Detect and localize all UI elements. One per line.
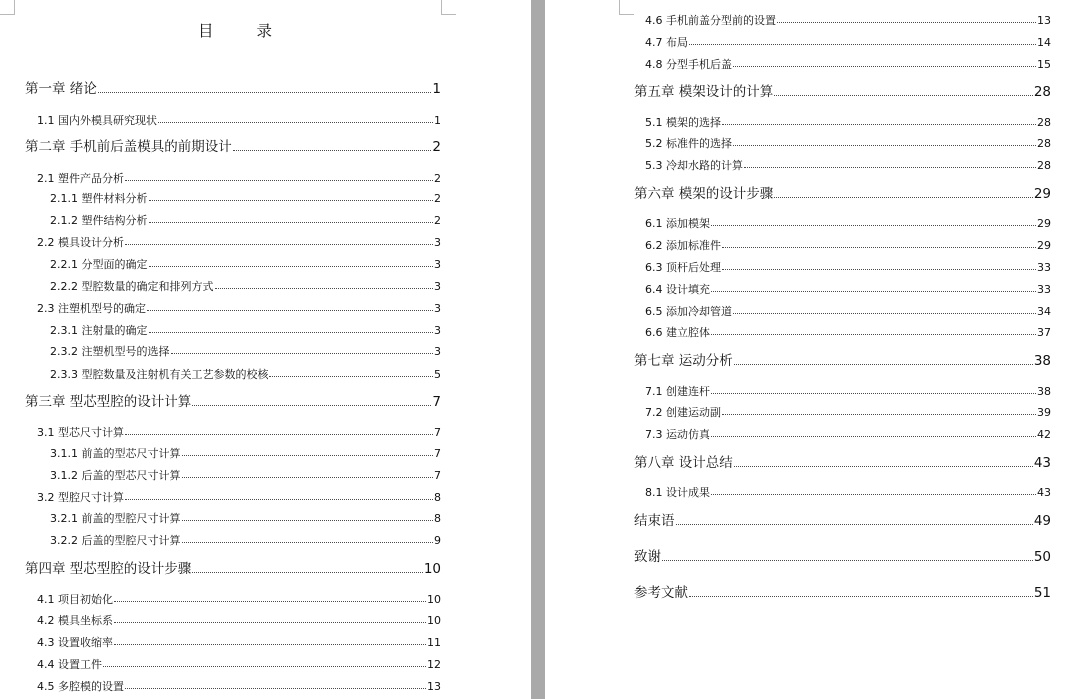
toc-page-number: 3 bbox=[434, 280, 441, 293]
toc-section-entry[interactable] bbox=[37, 303, 441, 314]
toc-dot-leader bbox=[744, 167, 1036, 168]
toc-entry-label: 5.3 冷却水路的计算 bbox=[645, 159, 743, 172]
toc-chapter-entry[interactable] bbox=[25, 560, 441, 577]
toc-page-number: 1 bbox=[432, 80, 441, 97]
toc-dot-leader bbox=[662, 560, 1033, 561]
toc-dot-leader bbox=[711, 225, 1036, 226]
toc-dot-leader bbox=[114, 601, 426, 602]
toc-dot-leader bbox=[774, 95, 1033, 96]
toc-entry-label: 致谢 bbox=[634, 548, 661, 565]
page-gutter bbox=[531, 0, 545, 699]
toc-entry-label: 第七章 运动分析 bbox=[634, 352, 733, 369]
toc-dot-leader bbox=[711, 494, 1036, 495]
toc-entry-label: 2.2 模具设计分析 bbox=[37, 236, 124, 249]
toc-dot-leader bbox=[722, 269, 1036, 270]
toc-dot-leader bbox=[733, 66, 1036, 67]
toc-dot-leader bbox=[722, 414, 1036, 415]
toc-section-entry[interactable] bbox=[50, 448, 441, 459]
toc-page-number: 3 bbox=[434, 258, 441, 271]
toc-section-entry[interactable] bbox=[645, 327, 1051, 338]
crop-mark bbox=[441, 0, 456, 15]
toc-entry-label: 第六章 模架的设计步骤 bbox=[634, 185, 774, 202]
toc-entry-label: 第八章 设计总结 bbox=[634, 454, 733, 471]
toc-entry-label: 第二章 手机前后盖模具的前期设计 bbox=[25, 138, 232, 155]
toc-page-number: 8 bbox=[434, 512, 441, 525]
toc-page-number: 3 bbox=[434, 236, 441, 249]
toc-entry-label: 第三章 型芯型腔的设计计算 bbox=[25, 393, 192, 410]
toc-section-entry[interactable] bbox=[645, 15, 1051, 26]
toc-section-entry[interactable] bbox=[645, 138, 1051, 149]
toc-section-entry[interactable] bbox=[37, 659, 441, 670]
toc-dot-leader bbox=[233, 150, 432, 151]
toc-page-number: 50 bbox=[1033, 548, 1051, 565]
toc-chapter-entry[interactable] bbox=[634, 185, 1051, 202]
toc-page-number: 7 bbox=[434, 447, 441, 460]
toc-dot-leader bbox=[114, 644, 426, 645]
toc-entry-label: 4.1 项目初始化 bbox=[37, 593, 113, 606]
toc-entry-label: 6.6 建立腔体 bbox=[645, 326, 710, 339]
toc-entry-label: 7.3 运动仿真 bbox=[645, 428, 710, 441]
document-page-left bbox=[0, 0, 531, 699]
toc-page-number: 33 bbox=[1037, 283, 1051, 296]
toc-entry-label: 6.3 顶杆后处理 bbox=[645, 261, 721, 274]
document-page-right bbox=[545, 0, 1083, 699]
toc-dot-leader bbox=[125, 180, 433, 181]
toc-section-entry[interactable] bbox=[50, 513, 441, 524]
toc-page-number: 10 bbox=[427, 593, 441, 606]
toc-chapter-entry[interactable] bbox=[634, 352, 1051, 369]
toc-section-entry[interactable] bbox=[645, 487, 1051, 498]
toc-entry-label: 6.1 添加模架 bbox=[645, 217, 710, 230]
toc-page-number: 14 bbox=[1037, 36, 1051, 49]
toc-entry-label: 5.1 模架的选择 bbox=[645, 116, 721, 129]
toc-section-entry[interactable] bbox=[50, 259, 441, 270]
toc-section-entry[interactable] bbox=[645, 117, 1051, 128]
toc-dot-leader bbox=[114, 622, 426, 623]
toc-page-number: 29 bbox=[1037, 239, 1051, 252]
toc-section-entry[interactable] bbox=[37, 681, 441, 692]
toc-section-entry[interactable] bbox=[645, 284, 1051, 295]
toc-page-number: 28 bbox=[1033, 83, 1051, 100]
toc-section-entry[interactable] bbox=[645, 386, 1051, 397]
toc-dot-leader bbox=[182, 542, 434, 543]
toc-dot-leader bbox=[733, 145, 1036, 146]
toc-section-entry[interactable] bbox=[50, 325, 441, 336]
toc-dot-leader bbox=[149, 200, 434, 201]
toc-page-number: 9 bbox=[434, 534, 441, 547]
crop-mark bbox=[0, 0, 15, 15]
toc-page-number: 51 bbox=[1033, 584, 1051, 601]
toc-page-number: 33 bbox=[1037, 261, 1051, 274]
toc-page-number: 8 bbox=[434, 491, 441, 504]
toc-entry-label: 8.1 设计成果 bbox=[645, 486, 710, 499]
toc-entry-label: 3.1.2 后盖的型芯尺寸计算 bbox=[50, 469, 181, 482]
toc-dot-leader bbox=[711, 436, 1036, 437]
toc-page-number: 3 bbox=[434, 324, 441, 337]
toc-dot-leader bbox=[149, 222, 434, 223]
toc-entry-label: 3.1.1 前盖的型芯尺寸计算 bbox=[50, 447, 181, 460]
toc-page-number: 11 bbox=[427, 636, 441, 649]
toc-section-entry[interactable] bbox=[645, 59, 1051, 70]
toc-page-number: 3 bbox=[434, 345, 441, 358]
toc-page-number: 42 bbox=[1037, 428, 1051, 441]
toc-page-number: 13 bbox=[427, 680, 441, 693]
toc-entry-label: 7.2 创建运动副 bbox=[645, 406, 721, 419]
toc-dot-leader bbox=[689, 44, 1036, 45]
toc-dot-leader bbox=[149, 266, 434, 267]
toc-entry-label: 参考文献 bbox=[634, 584, 688, 601]
toc-dot-leader bbox=[103, 666, 426, 667]
toc-entry-label: 2.2.2 型腔数量的确定和排列方式 bbox=[50, 280, 214, 293]
toc-entry-label: 3.2.2 后盖的型腔尺寸计算 bbox=[50, 534, 181, 547]
toc-section-entry[interactable] bbox=[645, 240, 1051, 251]
toc-entry-label: 7.1 创建连杆 bbox=[645, 385, 710, 398]
toc-entry-label: 结束语 bbox=[634, 512, 675, 529]
toc-page-number: 29 bbox=[1033, 185, 1051, 202]
toc-page-number: 38 bbox=[1033, 352, 1051, 369]
toc-page-number: 2 bbox=[434, 214, 441, 227]
toc-page-number: 28 bbox=[1037, 137, 1051, 150]
toc-entry-label: 4.7 布局 bbox=[645, 36, 688, 49]
toc-dot-leader bbox=[192, 405, 431, 406]
toc-entry-label: 第一章 绪论 bbox=[25, 80, 97, 97]
toc-page-number: 2 bbox=[432, 138, 441, 155]
toc-dot-leader bbox=[125, 244, 433, 245]
toc-dot-leader bbox=[734, 364, 1033, 365]
toc-entry-label: 4.2 模具坐标系 bbox=[37, 614, 113, 627]
toc-page-number: 39 bbox=[1037, 406, 1051, 419]
toc-entry-label: 2.1 塑件产品分析 bbox=[37, 172, 124, 185]
toc-dot-leader bbox=[215, 288, 434, 289]
toc-dot-leader bbox=[676, 524, 1033, 525]
toc-chapter-entry[interactable] bbox=[634, 83, 1051, 100]
toc-entry-label: 2.3.3 型腔数量及注射机有关工艺参数的校核 bbox=[50, 368, 269, 381]
toc-entry-label: 第四章 型芯型腔的设计步骤 bbox=[25, 560, 192, 577]
toc-page-number: 5 bbox=[434, 368, 441, 381]
toc-entry-label: 4.3 设置收缩率 bbox=[37, 636, 113, 649]
toc-entry-label: 6.4 设计填充 bbox=[645, 283, 710, 296]
toc-page-number: 28 bbox=[1037, 116, 1051, 129]
toc-entry-label: 3.1 型芯尺寸计算 bbox=[37, 426, 124, 439]
toc-dot-leader bbox=[158, 122, 433, 123]
toc-dot-leader bbox=[711, 291, 1036, 292]
toc-entry-label: 2.3.1 注射量的确定 bbox=[50, 324, 148, 337]
toc-dot-leader bbox=[192, 572, 423, 573]
toc-page-number: 34 bbox=[1037, 305, 1051, 318]
toc-dot-leader bbox=[182, 477, 434, 478]
toc-title: 目 录 bbox=[198, 22, 291, 40]
toc-section-entry[interactable] bbox=[37, 637, 441, 648]
toc-entry-label: 2.3 注塑机型号的确定 bbox=[37, 302, 146, 315]
toc-dot-leader bbox=[147, 310, 433, 311]
toc-page-number: 15 bbox=[1037, 58, 1051, 71]
toc-chapter-entry[interactable] bbox=[634, 454, 1051, 471]
toc-dot-leader bbox=[777, 22, 1036, 23]
toc-dot-leader bbox=[722, 247, 1036, 248]
toc-entry-label: 2.1.1 塑件材料分析 bbox=[50, 192, 148, 205]
toc-page-number: 13 bbox=[1037, 14, 1051, 27]
toc-section-entry[interactable] bbox=[50, 470, 441, 481]
toc-dot-leader bbox=[98, 92, 432, 93]
toc-section-entry[interactable] bbox=[645, 218, 1051, 229]
toc-page-number: 37 bbox=[1037, 326, 1051, 339]
toc-entry-label: 4.8 分型手机后盖 bbox=[645, 58, 732, 71]
toc-section-entry[interactable] bbox=[50, 193, 441, 204]
toc-entry-label: 2.1.2 塑件结构分析 bbox=[50, 214, 148, 227]
toc-page-number: 43 bbox=[1037, 486, 1051, 499]
toc-dot-leader bbox=[125, 434, 433, 435]
toc-section-entry[interactable] bbox=[37, 615, 441, 626]
toc-page-number: 2 bbox=[434, 192, 441, 205]
toc-section-entry[interactable] bbox=[37, 594, 441, 605]
toc-entry-label: 第五章 模架设计的计算 bbox=[634, 83, 774, 100]
toc-dot-leader bbox=[733, 313, 1036, 314]
toc-section-entry[interactable] bbox=[37, 115, 441, 126]
toc-entry-label: 6.5 添加冷却管道 bbox=[645, 305, 732, 318]
toc-section-entry[interactable] bbox=[645, 160, 1051, 171]
toc-page-number: 29 bbox=[1037, 217, 1051, 230]
toc-entry-label: 2.3.2 注塑机型号的选择 bbox=[50, 345, 170, 358]
toc-section-entry[interactable] bbox=[37, 427, 441, 438]
toc-entry-label: 4.6 手机前盖分型前的设置 bbox=[645, 14, 776, 27]
toc-section-entry[interactable] bbox=[50, 281, 441, 292]
toc-section-entry[interactable] bbox=[645, 37, 1051, 48]
toc-dot-leader bbox=[182, 455, 434, 456]
toc-entry-label: 2.2.1 分型面的确定 bbox=[50, 258, 148, 271]
toc-dot-leader bbox=[711, 393, 1036, 394]
toc-entry-label: 4.5 多腔模的设置 bbox=[37, 680, 124, 693]
toc-chapter-entry[interactable] bbox=[25, 393, 441, 410]
toc-dot-leader bbox=[689, 596, 1033, 597]
toc-dot-leader bbox=[125, 688, 426, 689]
toc-entry-label: 3.2.1 前盖的型腔尺寸计算 bbox=[50, 512, 181, 525]
toc-chapter-entry[interactable] bbox=[25, 80, 441, 97]
toc-page-number: 10 bbox=[427, 614, 441, 627]
toc-section-entry[interactable] bbox=[50, 369, 441, 380]
toc-entry-label: 1.1 国内外模具研究现状 bbox=[37, 114, 157, 127]
toc-chapter-entry[interactable] bbox=[25, 138, 441, 155]
toc-section-entry[interactable] bbox=[645, 262, 1051, 273]
toc-entry-label: 6.2 添加标准件 bbox=[645, 239, 721, 252]
toc-dot-leader bbox=[149, 332, 434, 333]
toc-section-entry[interactable] bbox=[50, 346, 441, 357]
toc-section-entry[interactable] bbox=[645, 407, 1051, 418]
toc-dot-leader bbox=[171, 353, 434, 354]
toc-page-number: 38 bbox=[1037, 385, 1051, 398]
toc-page-number: 7 bbox=[434, 469, 441, 482]
toc-chapter-entry[interactable] bbox=[634, 584, 1051, 601]
toc-dot-leader bbox=[269, 376, 433, 377]
toc-entry-label: 4.4 设置工件 bbox=[37, 658, 102, 671]
toc-section-entry[interactable] bbox=[37, 237, 441, 248]
toc-entry-label: 3.2 型腔尺寸计算 bbox=[37, 491, 124, 504]
toc-page-number: 10 bbox=[423, 560, 441, 577]
toc-dot-leader bbox=[722, 124, 1036, 125]
toc-section-entry[interactable] bbox=[50, 535, 441, 546]
toc-chapter-entry[interactable] bbox=[634, 512, 1051, 529]
toc-dot-leader bbox=[182, 520, 434, 521]
toc-page-number: 2 bbox=[434, 172, 441, 185]
crop-mark bbox=[619, 0, 634, 15]
toc-dot-leader bbox=[774, 197, 1033, 198]
toc-section-entry[interactable] bbox=[645, 429, 1051, 440]
toc-page-number: 28 bbox=[1037, 159, 1051, 172]
toc-page-number: 7 bbox=[432, 393, 441, 410]
toc-page-number: 43 bbox=[1033, 454, 1051, 471]
toc-dot-leader bbox=[711, 334, 1036, 335]
toc-page-number: 3 bbox=[434, 302, 441, 315]
toc-page-number: 1 bbox=[434, 114, 441, 127]
toc-section-entry[interactable] bbox=[37, 492, 441, 503]
toc-page-number: 49 bbox=[1033, 512, 1051, 529]
toc-page-number: 12 bbox=[427, 658, 441, 671]
toc-dot-leader bbox=[125, 499, 433, 500]
toc-dot-leader bbox=[734, 466, 1033, 467]
toc-entry-label: 5.2 标准件的选择 bbox=[645, 137, 732, 150]
toc-section-entry[interactable] bbox=[37, 173, 441, 184]
toc-chapter-entry[interactable] bbox=[634, 548, 1051, 565]
toc-section-entry[interactable] bbox=[645, 306, 1051, 317]
toc-page-number: 7 bbox=[434, 426, 441, 439]
toc-section-entry[interactable] bbox=[50, 215, 441, 226]
